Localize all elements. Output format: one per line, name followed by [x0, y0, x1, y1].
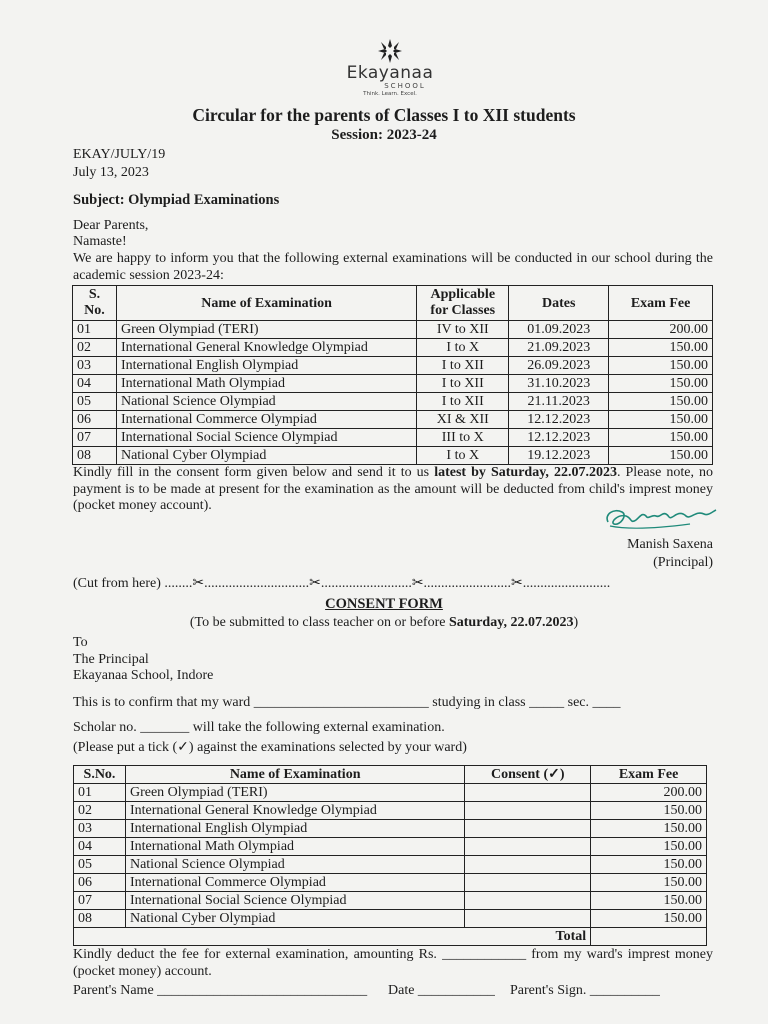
- cell-date: 26.09.2023: [509, 357, 609, 375]
- consent-checkbox-cell[interactable]: [465, 874, 591, 892]
- header-name: Name of Examination: [125, 766, 464, 784]
- cell-sno: 02: [73, 339, 117, 357]
- cell-fee: 150.00: [609, 393, 713, 411]
- table-row: [74, 802, 707, 820]
- header-sno: S. No.: [73, 286, 117, 321]
- cell-fee: 150.00: [609, 339, 713, 357]
- cell-name: International Social Science Olympiad: [125, 892, 464, 910]
- to-label: To: [73, 635, 88, 650]
- table-row: [74, 892, 707, 910]
- cell-classes: III to X: [417, 429, 509, 447]
- cell-fee: 150.00: [591, 802, 707, 820]
- page-title: Circular for the parents of Classes I to XII students: [192, 105, 576, 125]
- table-row: [74, 838, 707, 856]
- cell-sno: 05: [74, 856, 126, 874]
- table-row: [74, 874, 707, 892]
- table-row: [73, 411, 713, 429]
- table-row: [74, 910, 707, 928]
- cell-name: International General Knowledge Olympiad: [116, 339, 416, 357]
- instructions-text-end: . Please note, no payment is to be made at present for the examination as the amount will be deducted from child's imprest money (pocket money account).: [73, 465, 713, 513]
- consent-note-text: (To be submitted to class teacher on or before: [189, 615, 449, 630]
- cell-name: International Math Olympiad: [125, 838, 464, 856]
- cell-fee: 150.00: [609, 447, 713, 465]
- consent-checkbox-cell[interactable]: [465, 856, 591, 874]
- cell-name: International General Knowledge Olympiad: [125, 802, 464, 820]
- recipient-address: Ekayanaa School, Indore: [73, 668, 214, 683]
- table-row: [74, 820, 707, 838]
- logo-tagline: Think. Learn. Excel.: [363, 91, 417, 97]
- subject-line: Subject: Olympiad Examinations: [73, 192, 280, 208]
- cell-fee: 200.00: [609, 321, 713, 339]
- school-logo: [340, 38, 440, 98]
- header-consent: Consent (✓): [465, 766, 591, 784]
- cell-date: 21.09.2023: [509, 339, 609, 357]
- cell-name: International English Olympiad: [125, 820, 464, 838]
- consent-checkbox-cell[interactable]: [465, 802, 591, 820]
- salutation: Dear Parents,: [73, 218, 149, 233]
- parent-sign-field: Parent's Sign. __________: [510, 983, 660, 998]
- signatory-name: Manish Saxena: [627, 537, 713, 552]
- table-row: [74, 784, 707, 802]
- table-row: [73, 447, 713, 465]
- cell-sno: 08: [74, 910, 126, 928]
- cell-name: National Science Olympiad: [116, 393, 416, 411]
- cell-classes: IV to XII: [417, 321, 509, 339]
- cell-sno: 04: [73, 375, 117, 393]
- cell-name: National Cyber Olympiad: [125, 910, 464, 928]
- cell-sno: 04: [74, 838, 126, 856]
- cell-name: International Math Olympiad: [116, 375, 416, 393]
- cell-classes: XI & XII: [417, 411, 509, 429]
- cell-sno: 01: [73, 321, 117, 339]
- total-row: [74, 928, 707, 946]
- instructions-text: Kindly fill in the consent form given below and send it to us: [73, 465, 435, 480]
- cell-name: Green Olympiad (TERI): [116, 321, 416, 339]
- cell-fee: 150.00: [591, 820, 707, 838]
- cell-sno: 07: [73, 429, 117, 447]
- cell-sno: 08: [73, 447, 117, 465]
- table-row: [73, 357, 713, 375]
- cell-date: 12.12.2023: [509, 411, 609, 429]
- cell-name: International Commerce Olympiad: [116, 411, 416, 429]
- signatory-title: (Principal): [653, 555, 713, 570]
- date-field: Date ___________: [388, 983, 495, 998]
- examination-schedule-table: [72, 285, 713, 465]
- cut-line: (Cut from here) ........✂..............................✂..........................✂.........................✂.........................: [73, 576, 611, 591]
- intro-paragraph: We are happy to inform you that the following external examinations will be conducted in our school during the academic session 2023-24:: [73, 251, 713, 283]
- table-row: [73, 393, 713, 411]
- lotus-star-icon: [375, 38, 405, 64]
- consent-checkbox-cell[interactable]: [465, 838, 591, 856]
- cell-fee: 150.00: [609, 375, 713, 393]
- consent-note: [0, 615, 768, 631]
- cell-date: 21.11.2023: [509, 393, 609, 411]
- cell-fee: 200.00: [591, 784, 707, 802]
- ward-confirmation-line: This is to confirm that my ward _________________________ studying in class _____ sec. ____: [73, 695, 621, 710]
- cell-fee: 150.00: [609, 357, 713, 375]
- header-fee: Exam Fee: [609, 286, 713, 321]
- cell-name: International Commerce Olympiad: [125, 874, 464, 892]
- cell-classes: I to XII: [417, 375, 509, 393]
- cell-sno: 05: [73, 393, 117, 411]
- header-fee: Exam Fee: [591, 766, 707, 784]
- fee-deduction-paragraph: Kindly deduct the fee for external examination, amounting Rs. ____________ from my ward's imprest money (pocket money) account.: [73, 947, 713, 979]
- table-header-row: [74, 766, 707, 784]
- table-row: [73, 339, 713, 357]
- cell-sno: 01: [74, 784, 126, 802]
- logo-name: Ekayanaa: [346, 63, 434, 83]
- consent-checkbox-cell[interactable]: [465, 892, 591, 910]
- table-row: [73, 375, 713, 393]
- consent-checkbox-cell[interactable]: [465, 820, 591, 838]
- header-dates: Dates: [509, 286, 609, 321]
- header-name: Name of Examination: [116, 286, 416, 321]
- cell-name: Green Olympiad (TERI): [125, 784, 464, 802]
- cell-classes: I to X: [417, 447, 509, 465]
- consent-checkbox-cell[interactable]: [465, 910, 591, 928]
- cell-classes: I to XII: [417, 357, 509, 375]
- consent-selection-table: [73, 765, 707, 946]
- cell-sno: 02: [74, 802, 126, 820]
- table-row: [73, 321, 713, 339]
- consent-note-end: ): [573, 615, 579, 630]
- cell-name: International Social Science Olympiad: [116, 429, 416, 447]
- cell-name: National Science Olympiad: [125, 856, 464, 874]
- greeting: Namaste!: [73, 234, 127, 249]
- principal-signature: [600, 500, 720, 536]
- circular-date: July 13, 2023: [73, 165, 149, 180]
- parent-name-field: Parent's Name ______________________________: [73, 983, 368, 998]
- scholar-number-line: Scholar no. _______ will take the following external examination.: [73, 720, 445, 735]
- cell-date: 12.12.2023: [509, 429, 609, 447]
- consent-deadline: Saturday, 22.07.2023: [448, 615, 574, 630]
- cell-fee: 150.00: [591, 856, 707, 874]
- cell-name: National Cyber Olympiad: [116, 447, 416, 465]
- total-label: Total: [74, 928, 591, 946]
- cell-date: 01.09.2023: [509, 321, 609, 339]
- recipient: The Principal: [73, 652, 149, 667]
- logo-school: SCHOOL: [384, 82, 426, 90]
- cell-fee: 150.00: [591, 838, 707, 856]
- cell-name: International English Olympiad: [116, 357, 416, 375]
- table-header-row: [73, 286, 713, 321]
- table-row: [73, 429, 713, 447]
- cell-sno: 07: [74, 892, 126, 910]
- cell-sno: 06: [73, 411, 117, 429]
- total-amount-cell[interactable]: [591, 928, 707, 946]
- cell-date: 31.10.2023: [509, 375, 609, 393]
- cell-date: 19.12.2023: [509, 447, 609, 465]
- cell-sno: 03: [73, 357, 117, 375]
- cell-fee: 150.00: [591, 892, 707, 910]
- cell-classes: I to X: [417, 339, 509, 357]
- table-row: [74, 856, 707, 874]
- deadline-text: latest by Saturday, 22.07.2023: [434, 465, 617, 480]
- cell-fee: 150.00: [609, 411, 713, 429]
- cell-sno: 03: [74, 820, 126, 838]
- cell-sno: 06: [74, 874, 126, 892]
- session-label: Session: 2023-24: [331, 127, 437, 143]
- reference-number: EKAY/JULY/19: [73, 147, 166, 162]
- consent-form-heading: CONSENT FORM: [325, 596, 443, 612]
- cell-classes: I to XII: [417, 393, 509, 411]
- cell-fee: 150.00: [591, 910, 707, 928]
- consent-checkbox-cell[interactable]: [465, 784, 591, 802]
- header-sno: S.No.: [74, 766, 126, 784]
- cell-fee: 150.00: [609, 429, 713, 447]
- header-classes: Applicable for Classes: [417, 286, 509, 321]
- cell-fee: 150.00: [591, 874, 707, 892]
- tick-instruction: (Please put a tick (✓) against the examinations selected by your ward): [73, 740, 467, 755]
